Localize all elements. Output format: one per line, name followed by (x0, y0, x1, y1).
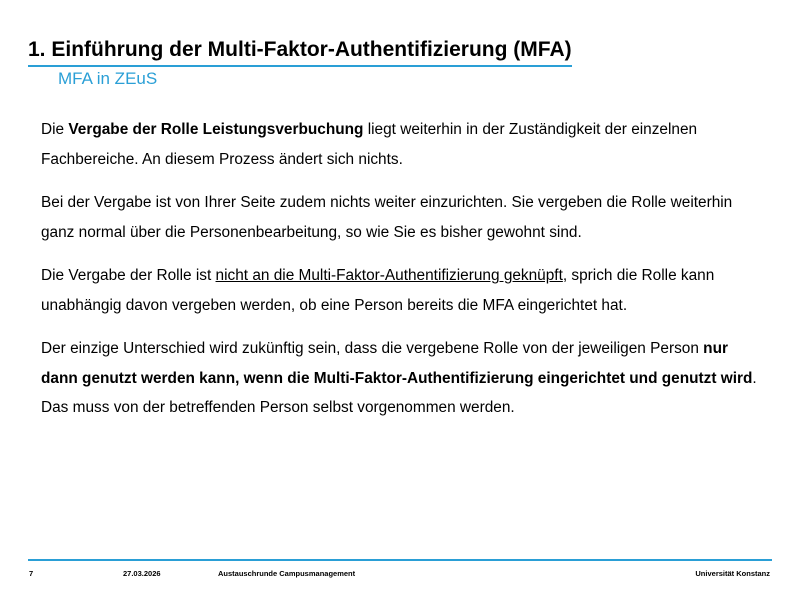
footer-event: Austauschrunde Campusmanagement (218, 569, 356, 578)
paragraph-2-text: Bei der Vergabe ist von Ihrer Seite zudem nichts weiter einzurichten. Sie vergeben die Rolle weiterhin ganz normal über die Personenbearbeitung, so wie Sie es bisher gewohnt sind. (41, 194, 733, 241)
paragraph-1 (41, 115, 761, 174)
paragraph-3-underlined: nicht an die Multi-Faktor-Authentifizierung geknüpft (215, 267, 563, 284)
footer-page-number: 7 (29, 569, 34, 578)
slide-title: 1. Einführung der Multi-Faktor-Authentifizierung (MFA) (28, 38, 572, 67)
paragraph-4-part-1: Der einzige Unterschied wird zukünftig sein, dass die vergebene Rolle von der jeweiligen Person (41, 340, 704, 357)
slide-subtitle: MFA in ZEuS (58, 69, 158, 88)
paragraph-3-part-3: , sprich die Rolle kann unabhängig davon vergeben werden, ob eine Person bereits die MFA eingerichtet hat. (41, 267, 715, 314)
paragraph-3 (41, 261, 761, 320)
paragraph-1-part-1: Die (41, 121, 69, 138)
footer-date: 27.03.2026 (123, 569, 161, 578)
footer-organization: Universität Konstanz (695, 569, 770, 578)
footer-divider (28, 559, 772, 561)
paragraph-4-emphasis: nur dann genutzt werden kann, wenn die Multi-Faktor-Authentifizierung eingerichtet und genutzt wird (41, 340, 753, 387)
paragraph-2 (41, 188, 761, 247)
paragraph-4 (41, 334, 761, 423)
slide-body (41, 115, 761, 437)
paragraph-1-emphasis: Vergabe der Rolle Leistungsverbuchung (68, 121, 364, 138)
paragraph-3-part-1: Die Vergabe der Rolle ist (41, 267, 216, 284)
paragraph-1-part-3: liegt weiterhin in der Zuständigkeit der einzelnen Fachbereiche. An diesem Prozess ändert sich nichts. (41, 121, 698, 168)
paragraph-4-part-3: . Das muss von der betreffenden Person selbst vorgenommen werden. (41, 369, 757, 416)
